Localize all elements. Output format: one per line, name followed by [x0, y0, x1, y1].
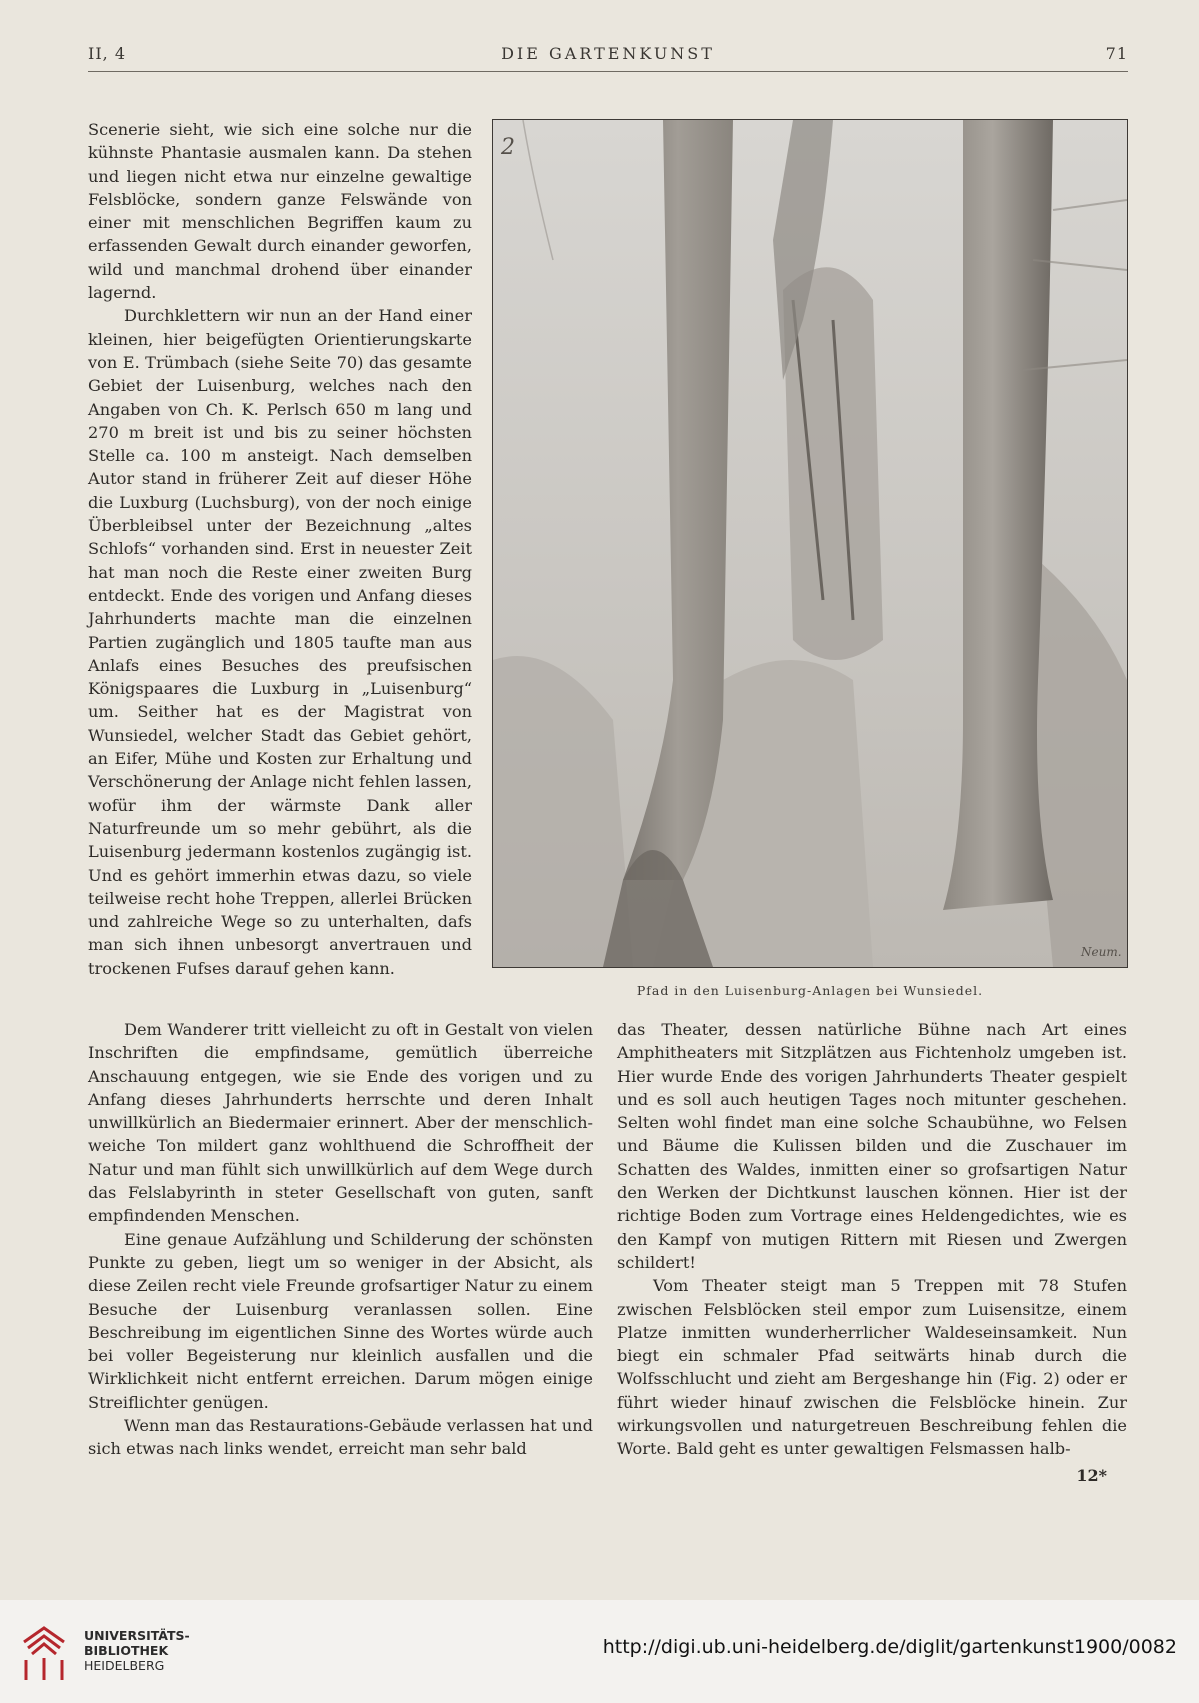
library-footer — [0, 1600, 1199, 1703]
running-header — [88, 44, 1128, 68]
figure-illustration — [492, 119, 1128, 968]
journal-title: DIE GARTENKUNST — [501, 44, 715, 63]
library-name-line: BIBLIOTHEK — [84, 1643, 169, 1658]
volume-issue: II, 4 — [88, 44, 126, 63]
paragraph: Vom Theater steigt man 5 Treppen mit 78 Stufen zwischen Felsblöcken steil empor zum Luisensitze, einem Platze inmitten wunderherrlicher Waldeseinsamkeit. Nun biegt ein schmaler Pfad seitwärts hinab durch die Wolfsschlucht und zieht am Bergeshange hin (Fig. 2) oder er führt wieder hinauf zwischen die Felsblöcke hinein. Zur wirkungsvollen und naturgetreuen Beschreibung fehlen die Worte. Bald geht es unter gewaltigen Felsmassen halb- — [617, 1276, 1127, 1459]
forest-path-drawing — [493, 120, 1127, 967]
page-number: 71 — [1105, 44, 1128, 63]
artist-signature: Neum. — [1081, 945, 1122, 959]
paragraph: das Theater, dessen natürliche Bühne nach Art eines Amphitheaters mit Sitzplätzen aus Fichtenholz umgeben ist. Hier wurde Ende des vorigen Jahrhunderts Theater gespielt und es soll auch heutigen Tages noch mitunter geschehen. Selten wohl findet man eine solche Schaubühne, wo Felsen und Bäume die Kulissen bilden und die Zuschauer im Schatten des Waldes, inmitten einer so grofsartigen Natur den Werken der Dichtkunst lauschen können. Hier ist der richtige Boden zum Vortrage eines Heldengedichtes, wie es den Kampf von mutigen Rittern mit Riesen und Zwergen schildert! — [617, 1020, 1127, 1272]
text-column-bottom-right — [617, 1018, 1127, 1461]
figure-caption: Pfad in den Luisenburg-Anlagen bei Wunsiedel. — [636, 983, 984, 998]
library-name-line: UNIVERSITÄTS- — [84, 1628, 190, 1643]
library-name — [84, 1628, 190, 1673]
paragraph: Durchklettern wir nun an der Hand einer kleinen, hier beigefügten Orientierungskarte von E. Trümbach (siehe Seite 70) das gesamte Gebiet der Luisenburg, welches nach den Angaben von Ch. K. Perlsch 650 m lang und 270 m breit ist und bis zu seiner höchsten Stelle ca. 100 m ansteigt. Nach demselben Autor stand in früherer Zeit auf dieser Höhe die Luxburg (Luchsburg), von der noch einige Überbleibsel unter der Bezeichnung „altes Schlofs“ vorhanden sind. Erst in neuester Zeit hat man noch die Reste einer zweiten Burg entdeckt. Ende des vorigen und Anfang dieses Jahrhunderts machte man die einzelnen Partien zugänglich und 1805 taufte man aus Anlafs eines Besuches des preufsischen Königspaares die Luxburg in „Luisenburg“ um. Seither hat es der Magistrat von Wunsiedel, welcher Stadt das Gebiet gehört, an Eifer, Mühe und Kosten zur Erhaltung und Verschönerung der Anlage nicht fehlen lassen, wofür ihm der wärmste Dank aller Naturfreunde um so mehr gebührt, als die Luisenburg jedermann kostenlos zugängig ist. Und es gehört immerhin etwas dazu, so viele teilweise recht hohe Treppen, allerlei Brücken und zahlreiche Wege so zu unterhalten, dafs man sich ihnen unbesorgt anvertrauen und trockenen Fufses darauf gehen kann. — [88, 306, 472, 978]
paragraph: Eine genaue Aufzählung und Schilderung der schönsten Punkte zu geben, liegt um so weniger in der Absicht, als diese Zeilen recht viele Freunde grofsartiger Natur zu einem Besuche der Luisenburg veranlassen sollen. Eine Beschreibung im eigentlichen Sinne des Wortes würde auch bei voller Begeisterung nur kleinlich ausfallen und die Wirklichkeit nicht entfernt erreichen. Darum mögen einige Streiflichter genügen. — [88, 1229, 593, 1412]
library-name-line: HEIDELBERG — [84, 1658, 165, 1673]
sheet-signature: 12* — [1076, 1466, 1107, 1485]
paragraph: Dem Wanderer tritt vielleicht zu oft in Gestalt von vielen Inschriften die empfindsame, gemütlich überreiche Anschauung entgegen, wie sie Ende des vorigen und zu Anfang dieses Jahrhunderts herrschte und deren Inhalt unwillkürlich an Biedermaier erinnert. Aber der menschlich-weiche Ton mildert ganz wohlthuend die Schroffheit der Natur und man fühlt sich unwillkürlich auf dem Wege durch das Felslabyrinth in steter Gesellschaft von guten, sanft empfindenden Menschen. — [88, 1020, 593, 1226]
plate-mark: 2 — [501, 135, 515, 160]
text-column-bottom-left — [88, 1018, 593, 1461]
paragraph: Wenn man das Restaurations-Gebäude verlassen hat und sich etwas nach links wendet, erreicht man sehr bald — [88, 1416, 593, 1459]
header-rule — [88, 71, 1128, 72]
paragraph: Scenerie sieht, wie sich eine solche nur die kühnste Phantasie ausmalen kann. Da stehen und liegen nicht etwa nur einzelne gewaltige Felsblöcke, sondern ganze Felswände von einer mit menschlichen Begriffen kaum zu erfassenden Gewalt durch einander geworfen, wild und manchmal drohend über einander lagernd. — [88, 120, 472, 303]
source-url-link[interactable]: http://digi.ub.uni-heidelberg.de/diglit/gartenkunst1900/0082 — [602, 1636, 1177, 1658]
text-column-top-left — [88, 118, 472, 980]
library-logo-icon — [18, 1624, 70, 1684]
